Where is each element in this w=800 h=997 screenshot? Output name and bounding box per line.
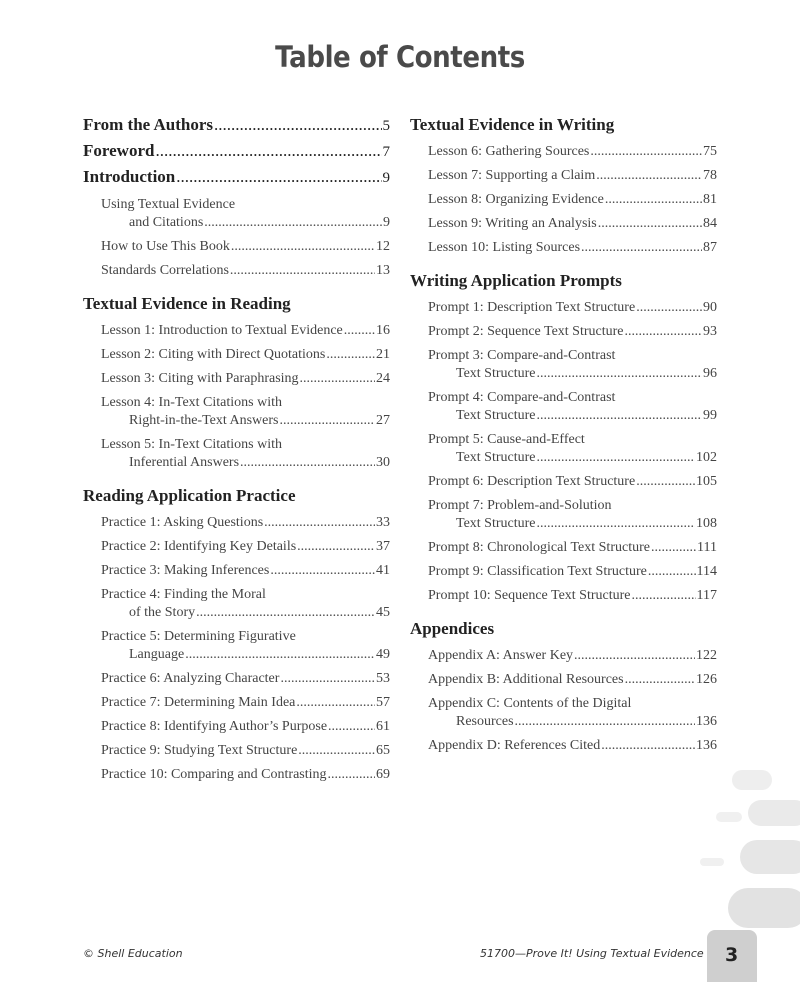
entry-label: Practice 4: Finding the Moral [101, 587, 266, 602]
dot-leader [297, 538, 375, 556]
entry-label: Practice 3: Making Inferences [101, 563, 270, 578]
dot-leader [328, 718, 375, 736]
toc-entry[interactable] [101, 766, 390, 784]
entry-label-continued: Text Structure [456, 450, 536, 465]
entry-label: Practice 10: Comparing and Contrasting [101, 767, 327, 782]
dot-leader [625, 671, 695, 689]
toc-entry[interactable] [101, 238, 390, 256]
dot-leader [196, 604, 375, 622]
entry-label: Prompt 7: Problem-and-Solution [428, 498, 612, 513]
entry-label: Practice 7: Determining Main Idea [101, 695, 296, 710]
toc-entry[interactable] [101, 346, 390, 364]
section-heading-prompts: Writing Application Prompts [410, 271, 622, 290]
entry-label: Lesson 3: Citing with Paraphrasing [101, 371, 299, 386]
entry-label: Lesson 2: Citing with Direct Quotations [101, 347, 326, 362]
dot-leader [648, 563, 696, 581]
entry-label: Prompt 5: Cause-and-Effect [428, 432, 585, 447]
toc-top-entry[interactable] [83, 141, 390, 160]
dot-leader [537, 449, 696, 467]
entry-page: 69 [376, 767, 390, 782]
dot-leader [625, 323, 702, 341]
dot-leader [581, 239, 702, 257]
page-title: Table of Contents [275, 40, 525, 74]
footer-book-title: 51700—Prove It! Using Textual Evidence [480, 947, 704, 960]
toc-entry[interactable] [428, 539, 717, 557]
toc-entry[interactable] [101, 586, 390, 622]
entry-page: 96 [703, 366, 717, 381]
entry-page: 41 [376, 563, 390, 578]
entry-page: 5 [382, 118, 390, 134]
dot-leader [344, 322, 375, 340]
page-number: 3 [725, 944, 739, 966]
toc-entry[interactable] [428, 299, 717, 317]
entry-page: 53 [376, 671, 390, 686]
entry-page: 30 [376, 455, 390, 470]
dot-leader [296, 694, 375, 712]
entry-page: 136 [696, 714, 717, 729]
entry-label: Practice 6: Analyzing Character [101, 671, 280, 686]
entry-label-continued: Text Structure [456, 366, 536, 381]
entry-label: Practice 9: Studying Text Structure [101, 743, 298, 758]
entry-label: Prompt 10: Sequence Text Structure [428, 588, 631, 603]
entry-label: Lesson 8: Organizing Evidence [428, 192, 604, 207]
toc-entry[interactable] [428, 191, 717, 209]
entry-label: Appendix B: Additional Resources [428, 672, 624, 687]
dot-leader [280, 670, 375, 688]
dot-leader [537, 515, 696, 533]
toc-entry[interactable] [428, 695, 717, 731]
dot-leader [598, 215, 702, 233]
entry-page: 114 [696, 564, 717, 579]
dot-leader [326, 346, 375, 364]
entry-page: 7 [382, 144, 390, 160]
entry-label-continued: Text Structure [456, 516, 536, 531]
dot-leader [270, 562, 375, 580]
entry-label: Practice 1: Asking Questions [101, 515, 264, 530]
dot-leader [601, 737, 695, 755]
toc-entry[interactable] [101, 628, 390, 664]
entry-page: 108 [696, 516, 717, 531]
footer-copyright: © Shell Education [83, 947, 183, 960]
entry-label: Lesson 10: Listing Sources [428, 240, 581, 255]
entry-page: 37 [376, 539, 390, 554]
entry-label: Foreword [83, 141, 155, 160]
entry-label: How to Use This Book [101, 239, 230, 254]
entry-page: 49 [376, 647, 390, 662]
toc-entry[interactable] [428, 737, 717, 755]
entry-label: Standards Correlations [101, 263, 229, 278]
entry-page: 9 [382, 170, 390, 186]
dot-leader [298, 742, 375, 760]
toc-entry[interactable] [428, 647, 717, 665]
entry-label: Lesson 4: In-Text Citations with [101, 395, 283, 410]
dot-leader [264, 514, 375, 532]
entry-page: 136 [696, 738, 717, 753]
entry-page: 78 [703, 168, 717, 183]
entry-page: 102 [696, 450, 717, 465]
appendix-entries [410, 647, 717, 755]
right-column [410, 115, 717, 761]
entry-page: 45 [376, 605, 390, 620]
entry-page: 9 [383, 215, 390, 230]
toc-entry[interactable] [101, 670, 390, 688]
toc-entry[interactable] [428, 323, 717, 341]
entry-page: 16 [376, 323, 390, 338]
toc-entry[interactable] [101, 262, 390, 280]
dot-leader [185, 646, 375, 664]
entry-page: 65 [376, 743, 390, 758]
dot-leader [240, 454, 375, 472]
entry-page: 61 [376, 719, 390, 734]
entry-label-continued: and Citations [129, 215, 204, 230]
entry-label: Prompt 2: Sequence Text Structure [428, 324, 624, 339]
section-heading-writing: Textual Evidence in Writing [410, 115, 615, 134]
entry-page: 12 [376, 239, 390, 254]
section-heading-appendices: Appendices [410, 619, 495, 638]
dot-leader [231, 238, 375, 256]
writing-entries [410, 143, 717, 257]
entry-page: 90 [703, 300, 717, 315]
toc-entry[interactable] [428, 239, 717, 257]
dot-leader [280, 412, 376, 430]
dot-leader [537, 365, 703, 383]
toc-top-entry[interactable] [83, 167, 390, 186]
section-heading-reading: Textual Evidence in Reading [83, 294, 291, 313]
entry-label: Introduction [83, 167, 176, 186]
toc-entry[interactable] [428, 167, 717, 185]
dot-leader [636, 299, 702, 317]
entry-page: 81 [703, 192, 717, 207]
dot-leader [328, 766, 375, 784]
dot-leader [636, 473, 695, 491]
toc-entry[interactable] [428, 671, 717, 689]
toc-entry[interactable] [101, 196, 390, 232]
dot-leader [300, 370, 375, 388]
entry-page: 24 [376, 371, 390, 386]
toc-entry[interactable] [428, 389, 717, 425]
left-column [83, 115, 390, 790]
toc-entry[interactable] [428, 215, 717, 233]
entry-page: 111 [697, 540, 717, 555]
reading-entries [83, 322, 390, 472]
dot-leader [204, 214, 382, 232]
toc-entry[interactable] [428, 473, 717, 491]
entry-label: Prompt 9: Classification Text Structure [428, 564, 647, 579]
prompt-entries [410, 299, 717, 605]
entry-page: 13 [376, 263, 390, 278]
top-entries [83, 115, 390, 186]
toc-entry[interactable] [101, 436, 390, 472]
dot-leader [605, 191, 702, 209]
dot-leader [596, 167, 702, 185]
entry-page: 87 [703, 240, 717, 255]
entry-label: Lesson 6: Gathering Sources [428, 144, 590, 159]
toc-entry[interactable] [101, 514, 390, 532]
section-heading-practice: Reading Application Practice [83, 486, 296, 505]
toc-entry[interactable] [428, 143, 717, 161]
practice-entries [83, 514, 390, 784]
entry-label: Prompt 8: Chronological Text Structure [428, 540, 650, 555]
entry-page: 126 [696, 672, 717, 687]
entry-label: Prompt 6: Description Text Structure [428, 474, 636, 489]
toc-entry[interactable] [101, 394, 390, 430]
entry-label: Practice 2: Identifying Key Details [101, 539, 297, 554]
entry-label: Appendix D: References Cited [428, 738, 601, 753]
dot-leader [176, 167, 381, 187]
entry-page: 21 [376, 347, 390, 362]
entry-page: 93 [703, 324, 717, 339]
entry-label: Prompt 1: Description Text Structure [428, 300, 636, 315]
toc-entry[interactable] [101, 370, 390, 388]
entry-label-continued: Text Structure [456, 408, 536, 423]
toc-entry[interactable] [428, 347, 717, 383]
entry-page: 75 [703, 144, 717, 159]
toc-entry[interactable] [101, 322, 390, 340]
toc-entry[interactable] [101, 718, 390, 736]
entry-label: Lesson 9: Writing an Analysis [428, 216, 597, 231]
dot-leader [214, 115, 381, 135]
toc-entry[interactable] [101, 562, 390, 580]
entry-label-continued: Inferential Answers [129, 455, 240, 470]
dot-leader [590, 143, 702, 161]
toc-entry[interactable] [101, 538, 390, 556]
entry-label: Lesson 1: Introduction to Textual Evidence [101, 323, 343, 338]
toc-entry[interactable] [428, 587, 717, 605]
toc-entry[interactable] [428, 497, 717, 533]
entry-label-continued: of the Story [129, 605, 196, 620]
dot-leader [155, 141, 381, 161]
entry-label-continued: Resources [456, 714, 514, 729]
dot-leader [230, 262, 375, 280]
entry-label: Using Textual Evidence [101, 197, 236, 212]
toc-entry[interactable] [101, 694, 390, 712]
introduction-entries [83, 196, 390, 280]
dot-leader [537, 407, 703, 425]
entry-label: Prompt 3: Compare-and-Contrast [428, 348, 616, 363]
entry-label: Appendix C: Contents of the Digital [428, 696, 632, 711]
entry-label: Practice 5: Determining Figurative [101, 629, 296, 644]
entry-label: Practice 8: Identifying Author’s Purpose [101, 719, 328, 734]
toc-entry[interactable] [428, 431, 717, 467]
dot-leader [574, 647, 695, 665]
toc-entry[interactable] [428, 563, 717, 581]
dot-leader [651, 539, 696, 557]
entry-label: Prompt 4: Compare-and-Contrast [428, 390, 616, 405]
entry-label: Appendix A: Answer Key [428, 648, 574, 663]
entry-page: 117 [696, 588, 717, 603]
entry-page: 33 [376, 515, 390, 530]
toc-top-entry[interactable] [83, 115, 390, 134]
entry-label-continued: Language [129, 647, 185, 662]
entry-page: 57 [376, 695, 390, 710]
entry-page: 105 [696, 474, 717, 489]
entry-page: 99 [703, 408, 717, 423]
dot-leader [515, 713, 695, 731]
entry-page: 84 [703, 216, 717, 231]
toc-entry[interactable] [101, 742, 390, 760]
entry-label: From the Authors [83, 115, 214, 134]
entry-page: 27 [376, 413, 390, 428]
entry-label: Lesson 7: Supporting a Claim [428, 168, 596, 183]
dot-leader [632, 587, 696, 605]
entry-page: 122 [696, 648, 717, 663]
entry-label-continued: Right-in-the-Text Answers [129, 413, 279, 428]
entry-label: Lesson 5: In-Text Citations with [101, 437, 283, 452]
